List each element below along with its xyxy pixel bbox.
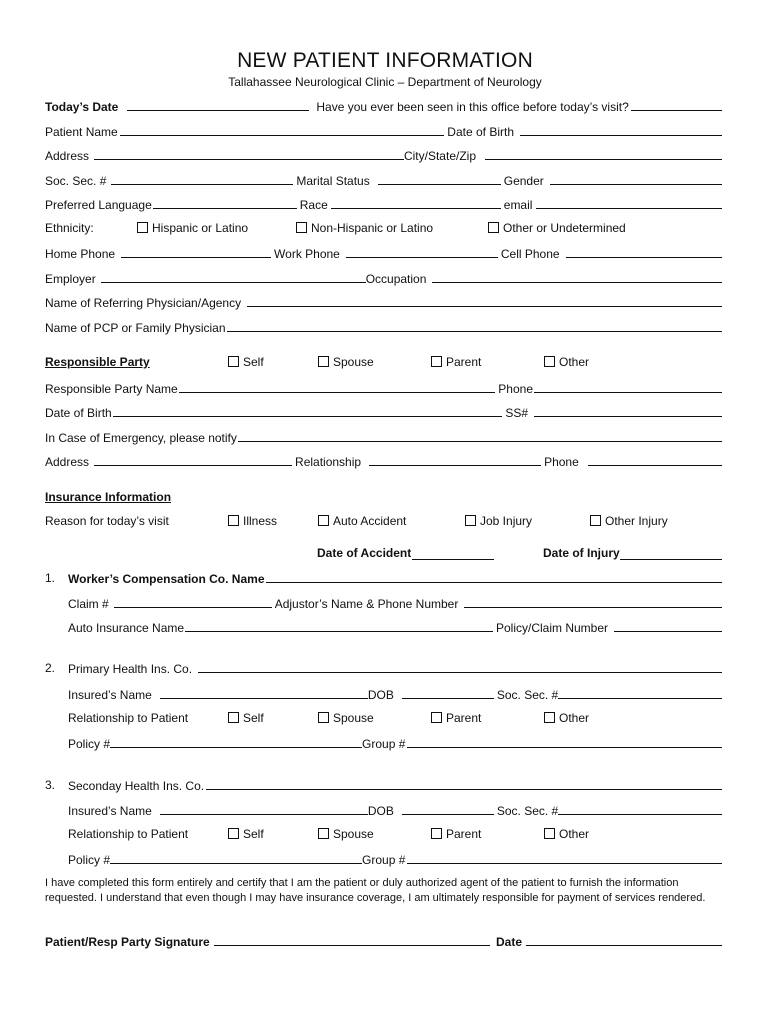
rp-option-spouse[interactable]: Spouse — [318, 355, 374, 369]
policy-claim-label: Policy/Claim Number — [495, 621, 608, 635]
rp-address-field[interactable] — [94, 465, 292, 466]
row-workers-comp — [68, 570, 722, 586]
primary-soc-sec-label: Soc. Sec. # — [496, 688, 559, 702]
secondary-policy-label: Policy # — [68, 853, 111, 867]
reason-option-other-injury[interactable]: Other Injury — [590, 514, 668, 528]
checkbox-icon[interactable] — [544, 828, 555, 839]
primary-insured-name-field[interactable] — [160, 698, 368, 699]
primary-insured-name-label: Insured’s Name — [68, 688, 152, 702]
rp-option-self[interactable]: Self — [228, 355, 264, 369]
primary-ins-label: Primary Health Ins. Co. — [68, 662, 193, 676]
seen-before-field[interactable] — [631, 110, 722, 111]
claim-field[interactable] — [114, 607, 272, 608]
row-rp-name — [45, 380, 722, 396]
address-field[interactable] — [94, 159, 404, 160]
secondary-insured-name-field[interactable] — [160, 814, 368, 815]
primary-group-field[interactable] — [407, 747, 722, 748]
soc-sec-field[interactable] — [111, 184, 293, 185]
certification-text: I have completed this form entirely and certify that I am the patient or duly authorized agent of the patient to furnish the information requested. I understand that even though I may have insurance coverage, I am ultimately responsible for payment of services rendered. — [45, 877, 706, 904]
row-secondary-insured — [68, 802, 722, 818]
secondary-policy-field[interactable] — [110, 863, 362, 864]
city-state-zip-field[interactable] — [485, 159, 722, 160]
primary-relationship-label: Relationship to Patient — [68, 711, 189, 725]
checkbox-icon[interactable] — [488, 222, 499, 233]
secondary-group-field[interactable] — [407, 863, 722, 864]
policy-claim-field[interactable] — [614, 631, 722, 632]
email-label: email — [503, 198, 533, 212]
referring-physician-field[interactable] — [247, 306, 722, 307]
primary-dob-label: DOB — [367, 688, 394, 702]
checkbox-icon[interactable] — [228, 356, 239, 367]
pcp-label: Name of PCP or Family Physician — [45, 321, 226, 335]
secondary-soc-sec-label: Soc. Sec. # — [496, 804, 559, 818]
rp-address-label: Address — [45, 455, 90, 469]
signature-date-label: Date — [495, 935, 522, 949]
rp-phone2-label: Phone — [544, 455, 579, 469]
date-of-accident-field[interactable] — [412, 559, 494, 560]
primary-group-label: Group # — [362, 737, 406, 751]
checkbox-icon[interactable] — [296, 222, 307, 233]
rp-relationship-label: Relationship — [295, 455, 362, 469]
row-primary-policy — [68, 735, 722, 751]
patient-name-field[interactable] — [120, 135, 445, 136]
signature-field[interactable] — [214, 945, 490, 946]
work-phone-field[interactable] — [346, 257, 498, 258]
rp-option-other[interactable]: Other — [544, 355, 589, 369]
secondary-soc-sec-field[interactable] — [558, 814, 722, 815]
emergency-field[interactable] — [238, 441, 722, 442]
home-phone-label: Home Phone — [45, 247, 116, 261]
primary-rel-parent[interactable]: Parent — [431, 711, 481, 725]
rp-name-label: Responsible Party Name — [45, 382, 178, 396]
emergency-label: In Case of Emergency, please notify — [45, 431, 237, 445]
auto-ins-label: Auto Insurance Name — [68, 621, 185, 635]
date-of-birth-label: Date of Birth — [447, 125, 514, 139]
workers-comp-label: Worker’s Compensation Co. Name — [68, 572, 265, 586]
responsible-party-heading: Responsible Party — [45, 355, 150, 369]
primary-soc-sec-field[interactable] — [558, 698, 722, 699]
secondary-ins-field[interactable] — [206, 789, 722, 790]
checkbox-icon[interactable] — [431, 828, 442, 839]
primary-dob-field[interactable] — [402, 698, 494, 699]
row-rp-dob — [45, 404, 722, 420]
occupation-field[interactable] — [432, 282, 722, 283]
checkbox-icon[interactable] — [318, 356, 329, 367]
row-secondary-ins — [68, 777, 722, 793]
city-state-zip-label: City/State/Zip — [403, 149, 476, 163]
rp-option-parent[interactable]: Parent — [431, 355, 481, 369]
work-phone-label: Work Phone — [274, 247, 340, 261]
section-number-3: 3. — [45, 778, 56, 792]
row-primary-insured — [68, 686, 722, 702]
row-pcp — [45, 319, 722, 335]
checkbox-icon[interactable] — [431, 356, 442, 367]
secondary-rel-parent[interactable]: Parent — [431, 827, 481, 841]
address-label: Address — [45, 149, 90, 163]
rp-dob-field[interactable] — [113, 416, 503, 417]
secondary-rel-self[interactable]: Self — [228, 827, 264, 841]
checkbox-icon[interactable] — [465, 515, 476, 526]
pcp-field[interactable] — [227, 331, 722, 332]
todays-date-field[interactable] — [127, 110, 309, 111]
rp-dob-label: Date of Birth — [45, 406, 112, 420]
row-primary-ins — [68, 660, 722, 676]
rp-relationship-field[interactable] — [369, 465, 541, 466]
secondary-dob-label: DOB — [367, 804, 394, 818]
checkbox-icon[interactable] — [318, 828, 329, 839]
gender-label: Gender — [503, 174, 544, 188]
todays-date-label: Today’s Date — [45, 100, 119, 114]
primary-ins-field[interactable] — [198, 672, 722, 673]
reason-option-auto-accident[interactable]: Auto Accident — [318, 514, 406, 528]
secondary-insured-name-label: Insured’s Name — [68, 804, 152, 818]
gender-field[interactable] — [550, 184, 722, 185]
marital-status-field[interactable] — [378, 184, 501, 185]
secondary-dob-field[interactable] — [402, 814, 494, 815]
checkbox-icon[interactable] — [318, 712, 329, 723]
checkbox-icon[interactable] — [228, 828, 239, 839]
cell-phone-label: Cell Phone — [500, 247, 560, 261]
section-number-2: 2. — [45, 661, 56, 675]
ethnicity-option-hispanic[interactable]: Hispanic or Latino — [137, 221, 248, 235]
row-secondary-policy — [68, 851, 722, 867]
primary-policy-label: Policy # — [68, 737, 111, 751]
primary-rel-other[interactable]: Other — [544, 711, 589, 725]
rp-name-field[interactable] — [179, 392, 496, 393]
row-claim — [68, 595, 722, 611]
secondary-group-label: Group # — [362, 853, 406, 867]
row-auto-ins — [68, 619, 722, 635]
referring-physician-label: Name of Referring Physician/Agency — [45, 296, 242, 310]
row-phones — [45, 245, 722, 261]
primary-policy-field[interactable] — [110, 747, 362, 748]
soc-sec-label: Soc. Sec. # — [45, 174, 107, 188]
date-of-birth-field[interactable] — [520, 135, 722, 136]
claim-label: Claim # — [68, 597, 109, 611]
rp-ss-label: SS# — [505, 406, 528, 420]
row-referring — [45, 294, 722, 310]
row-soc-sec — [45, 172, 722, 188]
reason-option-illness[interactable]: Illness — [228, 514, 277, 528]
preferred-language-field[interactable] — [153, 208, 297, 209]
preferred-language-label: Preferred Language — [45, 198, 152, 212]
checkbox-icon[interactable] — [228, 712, 239, 723]
row-emergency — [45, 429, 722, 445]
row-address — [45, 147, 722, 163]
ethnicity-option-other[interactable]: Other or Undetermined — [488, 221, 626, 235]
race-field[interactable] — [331, 208, 501, 209]
signature-date-field[interactable] — [526, 945, 722, 946]
rp-phone-field[interactable] — [534, 392, 722, 393]
checkbox-icon[interactable] — [228, 515, 239, 526]
ethnicity-label: Ethnicity: — [45, 221, 94, 235]
primary-rel-self[interactable]: Self — [228, 711, 264, 725]
section-number-1: 1. — [45, 571, 56, 585]
row-language — [45, 196, 722, 212]
form-subtitle: Tallahassee Neurological Clinic – Department of Neurology — [228, 75, 542, 89]
checkbox-icon[interactable] — [431, 712, 442, 723]
rp-phone2-field[interactable] — [588, 465, 722, 466]
cell-phone-field[interactable] — [566, 257, 722, 258]
auto-ins-field[interactable] — [185, 631, 493, 632]
row-rp-address — [45, 453, 722, 469]
checkbox-icon[interactable] — [318, 515, 329, 526]
date-of-accident-label: Date of Accident — [317, 546, 412, 560]
marital-status-label: Marital Status — [296, 174, 370, 188]
ethnicity-option-non-hispanic[interactable]: Non-Hispanic or Latino — [296, 221, 433, 235]
secondary-ins-label: Seconday Health Ins. Co. — [68, 779, 205, 793]
checkbox-icon[interactable] — [590, 515, 601, 526]
checkbox-icon[interactable] — [137, 222, 148, 233]
date-of-injury-label: Date of Injury — [543, 546, 620, 560]
reason-option-job-injury[interactable]: Job Injury — [465, 514, 532, 528]
home-phone-field[interactable] — [121, 257, 271, 258]
secondary-rel-other[interactable]: Other — [544, 827, 589, 841]
email-field[interactable] — [536, 208, 722, 209]
row-employer — [45, 270, 722, 286]
reason-label: Reason for today’s visit — [45, 514, 169, 528]
row-patient-name — [45, 123, 722, 139]
date-of-injury-field[interactable] — [620, 559, 722, 560]
secondary-relationship-label: Relationship to Patient — [68, 827, 189, 841]
checkbox-icon[interactable] — [544, 356, 555, 367]
patient-name-label: Patient Name — [45, 125, 118, 139]
adjustor-label: Adjustor’s Name & Phone Number — [274, 597, 459, 611]
occupation-label: Occupation — [365, 272, 427, 286]
workers-comp-field[interactable] — [266, 582, 723, 583]
primary-rel-spouse[interactable]: Spouse — [318, 711, 374, 725]
adjustor-field[interactable] — [464, 607, 722, 608]
rp-phone-label: Phone — [498, 382, 533, 396]
employer-field[interactable] — [101, 282, 366, 283]
row-todays-date — [45, 98, 722, 114]
checkbox-icon[interactable] — [544, 712, 555, 723]
seen-before-label: Have you ever been seen in this office before today’s visit? — [316, 100, 629, 114]
form-title: NEW PATIENT INFORMATION — [237, 49, 533, 72]
race-label: Race — [299, 198, 328, 212]
secondary-rel-spouse[interactable]: Spouse — [318, 827, 374, 841]
insurance-heading: Insurance Information — [45, 490, 172, 504]
row-signature — [45, 933, 722, 949]
rp-ss-field[interactable] — [534, 416, 722, 417]
signature-label: Patient/Resp Party Signature — [45, 935, 210, 949]
employer-label: Employer — [45, 272, 96, 286]
